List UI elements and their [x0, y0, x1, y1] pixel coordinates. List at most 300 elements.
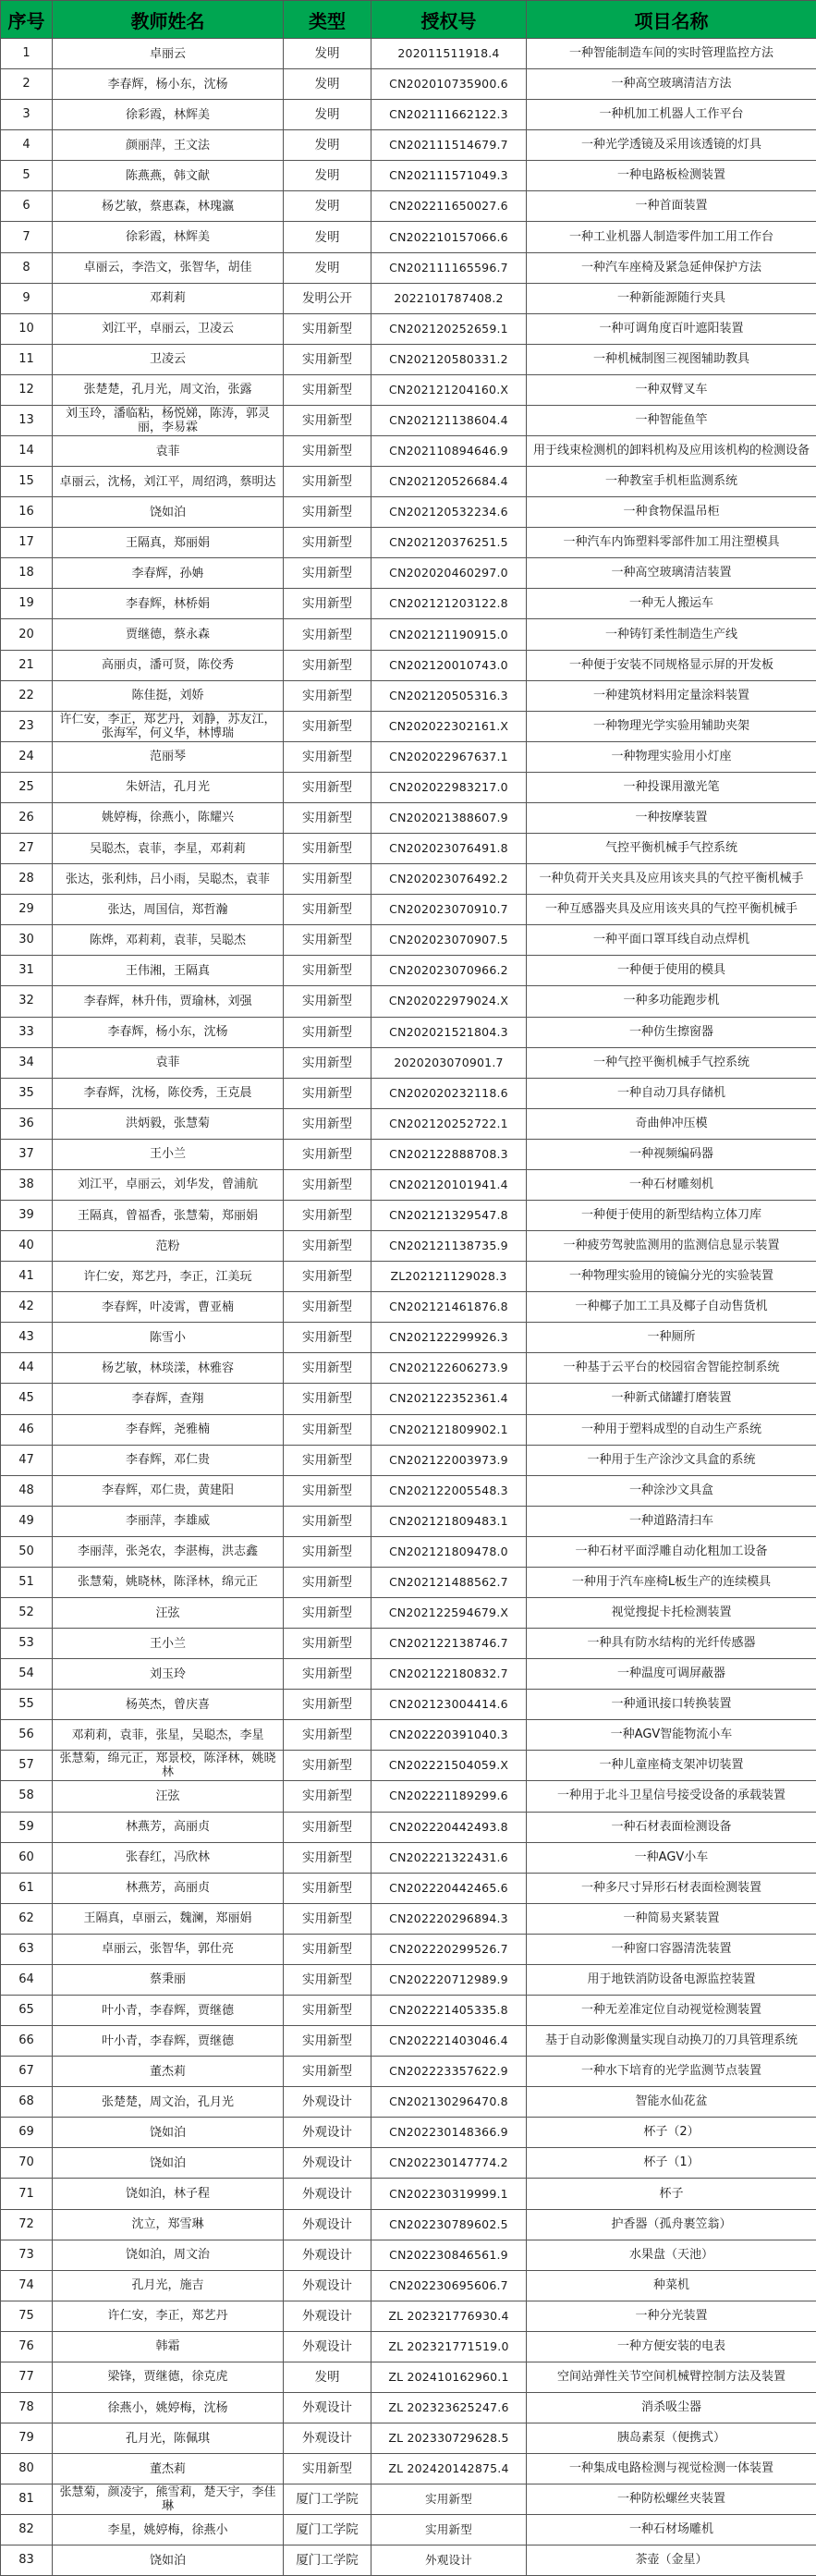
cell-grant-number: CN202122352361.4: [371, 1384, 527, 1414]
cell-teachers: 林燕芳，高丽贞: [53, 1812, 284, 1842]
cell-grant-number: CN202120532234.6: [371, 497, 527, 528]
cell-index: 27: [1, 834, 53, 864]
cell-teachers: 张达，周国信，郑哲瀚: [53, 895, 284, 925]
table-body: [1, 39, 816, 2576]
cell-teachers: 李春辉，邓仁贵，黄建阳: [53, 1475, 284, 1506]
cell-type: 实用新型: [284, 405, 371, 435]
cell-index: 76: [1, 2331, 53, 2362]
cell-teachers: 李春辉，杨小东，沈杨: [53, 69, 284, 100]
cell-grant-number: CN202122180832.7: [371, 1659, 527, 1690]
cell-grant-number: CN202110894646.9: [371, 436, 527, 467]
table-row: [1, 2026, 816, 2057]
cell-teachers: 许仁安，李正，郑艺丹，刘静，苏友江，张海军，何义华，林博瑞: [53, 711, 284, 741]
cell-index: 82: [1, 2515, 53, 2545]
cell-teachers: 范粉: [53, 1231, 284, 1262]
cell-grant-number: CN202111514679.7: [371, 130, 527, 161]
table-row: [1, 2423, 816, 2454]
cell-grant-number: 外观设计: [371, 2545, 527, 2576]
cell-type: 实用新型: [284, 1231, 371, 1262]
cell-grant-number: CN202121809902.1: [371, 1414, 527, 1445]
cell-index: 54: [1, 1659, 53, 1690]
cell-type: 实用新型: [284, 1964, 371, 1995]
table-row: [1, 650, 816, 680]
cell-type: 实用新型: [284, 1536, 371, 1567]
table-row: [1, 1842, 816, 1873]
header-row: [1, 1, 816, 39]
cell-grant-number: CN202220442493.8: [371, 1812, 527, 1842]
cell-teachers: 李春辉，邓仁贵: [53, 1445, 284, 1475]
cell-grant-number: CN202121809478.0: [371, 1536, 527, 1567]
cell-grant-number: CN202121809483.1: [371, 1506, 527, 1536]
cell-type: 发明: [284, 39, 371, 69]
cell-type: 实用新型: [284, 1597, 371, 1628]
table-row: [1, 313, 816, 344]
cell-grant-number: CN202221504059.X: [371, 1751, 527, 1781]
cell-project: 一种食物保温吊柜: [527, 497, 816, 528]
cell-type: 实用新型: [284, 1292, 371, 1323]
cell-type: 实用新型: [284, 650, 371, 680]
cell-grant-number: CN202022302161.X: [371, 711, 527, 741]
table-row: [1, 1292, 816, 1323]
cell-type: 实用新型: [284, 1017, 371, 1047]
cell-grant-number: CN202122005548.3: [371, 1475, 527, 1506]
cell-grant-number: CN202120252722.1: [371, 1108, 527, 1139]
table-row: [1, 2057, 816, 2087]
cell-teachers: 李星，姚婷梅，徐燕小: [53, 2515, 284, 2545]
table-row: [1, 405, 816, 435]
cell-type: 发明: [284, 161, 371, 191]
cell-grant-number: CN202122299926.3: [371, 1323, 527, 1353]
table-row: [1, 2331, 816, 2362]
cell-type: 实用新型: [284, 925, 371, 956]
cell-project: 一种通讯接口转换装置: [527, 1690, 816, 1720]
cell-grant-number: CN202020460297.0: [371, 558, 527, 589]
cell-project: 一种仿生擦窗器: [527, 1017, 816, 1047]
cell-type: 实用新型: [284, 1690, 371, 1720]
cell-project: 一种窗口容器清洗装置: [527, 1934, 816, 1964]
cell-grant-number: CN202120101941.4: [371, 1169, 527, 1200]
header-cell-project: 项目名称: [527, 1, 816, 39]
cell-teachers: 饶如泊，周文治: [53, 2240, 284, 2270]
cell-index: 51: [1, 1567, 53, 1597]
cell-teachers: 林燕芳，高丽贞: [53, 1873, 284, 1903]
table-row: [1, 772, 816, 802]
cell-grant-number: CN202022983217.0: [371, 772, 527, 802]
cell-index: 68: [1, 2087, 53, 2118]
cell-grant-number: CN202122138746.7: [371, 1629, 527, 1659]
cell-grant-number: CN202220712989.9: [371, 1964, 527, 1995]
cell-teachers: 孔月光，施吉: [53, 2270, 284, 2301]
cell-project: 一种用于生产涂沙文具盒的系统: [527, 1445, 816, 1475]
cell-teachers: 李春辉，查翔: [53, 1384, 284, 1414]
table-row: [1, 344, 816, 374]
cell-project: 一种物理光学实验用辅助夹架: [527, 711, 816, 741]
cell-project: 一种温度可调屏蔽器: [527, 1659, 816, 1690]
cell-teachers: 王隔真，曾福香，张慧菊，郑丽娟: [53, 1200, 284, 1230]
cell-teachers: 范丽琴: [53, 741, 284, 772]
cell-index: 74: [1, 2270, 53, 2301]
table-row: [1, 1353, 816, 1384]
cell-project: 一种厕所: [527, 1323, 816, 1353]
cell-project: 一种AGV智能物流小车: [527, 1720, 816, 1751]
cell-grant-number: CN202123004414.6: [371, 1690, 527, 1720]
table-row: [1, 680, 816, 711]
cell-teachers: 徐彩霞，林辉美: [53, 222, 284, 252]
cell-project: 气控平衡机械手气控系统: [527, 834, 816, 864]
cell-teachers: 卓丽云，沈杨，刘江平，周绍鸿，蔡明达: [53, 467, 284, 497]
cell-type: 实用新型: [284, 2026, 371, 2057]
cell-teachers: 洪炳毅，张慧菊: [53, 1108, 284, 1139]
cell-grant-number: CN202121138735.9: [371, 1231, 527, 1262]
cell-teachers: 李春辉，林升伟，贾瑜林，刘强: [53, 986, 284, 1017]
cell-type: 实用新型: [284, 895, 371, 925]
cell-index: 65: [1, 1996, 53, 2026]
cell-index: 80: [1, 2454, 53, 2484]
cell-project: 一种用于汽车座椅L板生产的连续模具: [527, 1567, 816, 1597]
table-row: [1, 1078, 816, 1108]
cell-index: 21: [1, 650, 53, 680]
table-row: [1, 1169, 816, 1200]
cell-teachers: 李春辉，林桥娟: [53, 589, 284, 619]
table-row: [1, 1262, 816, 1292]
table-row: [1, 69, 816, 100]
cell-project: 一种物理实验用小灯座: [527, 741, 816, 772]
cell-type: 实用新型: [284, 1047, 371, 1078]
cell-index: 58: [1, 1781, 53, 1812]
cell-type: 发明: [284, 130, 371, 161]
table-row: [1, 1873, 816, 1903]
cell-type: 实用新型: [284, 1567, 371, 1597]
table-row: [1, 1139, 816, 1169]
cell-grant-number: CN202023070907.5: [371, 925, 527, 956]
cell-teachers: 许仁安，李正，郑艺丹: [53, 2301, 284, 2331]
cell-type: 外观设计: [284, 2423, 371, 2454]
cell-index: 46: [1, 1414, 53, 1445]
cell-type: 实用新型: [284, 1323, 371, 1353]
cell-type: 发明: [284, 69, 371, 100]
cell-grant-number: CN202111571049.3: [371, 161, 527, 191]
cell-grant-number: CN202021521804.3: [371, 1017, 527, 1047]
cell-index: 81: [1, 2484, 53, 2515]
cell-index: 18: [1, 558, 53, 589]
cell-index: 37: [1, 1139, 53, 1169]
cell-grant-number: 实用新型: [371, 2484, 527, 2515]
table-row: [1, 2087, 816, 2118]
cell-grant-number: CN202121488562.7: [371, 1567, 527, 1597]
cell-project: 一种石材平面浮雕自动化粗加工设备: [527, 1536, 816, 1567]
cell-project: 一种物理实验用的镜偏分光的实验装置: [527, 1262, 816, 1292]
cell-teachers: 陈雪小: [53, 1323, 284, 1353]
cell-index: 60: [1, 1842, 53, 1873]
cell-grant-number: CN202230695606.7: [371, 2270, 527, 2301]
cell-index: 22: [1, 680, 53, 711]
cell-grant-number: CN202111662122.3: [371, 100, 527, 130]
cell-teachers: 汪弦: [53, 1597, 284, 1628]
cell-project: 一种道路清扫车: [527, 1506, 816, 1536]
cell-teachers: 许仁安，郑艺丹，李正，江美玩: [53, 1262, 284, 1292]
cell-index: 62: [1, 1903, 53, 1934]
cell-index: 25: [1, 772, 53, 802]
table-row: [1, 1720, 816, 1751]
cell-type: 实用新型: [284, 2057, 371, 2087]
cell-index: 72: [1, 2209, 53, 2240]
table-row: [1, 1812, 816, 1842]
cell-teachers: 饶如泊: [53, 2545, 284, 2576]
table-row: [1, 1964, 816, 1995]
cell-grant-number: CN202023070966.2: [371, 956, 527, 986]
cell-type: 实用新型: [284, 1078, 371, 1108]
cell-grant-number: CN202230147774.2: [371, 2148, 527, 2179]
cell-type: 发明: [284, 100, 371, 130]
cell-index: 67: [1, 2057, 53, 2087]
cell-index: 36: [1, 1108, 53, 1139]
cell-teachers: 韩霜: [53, 2331, 284, 2362]
cell-type: 实用新型: [284, 1475, 371, 1506]
cell-type: 实用新型: [284, 374, 371, 405]
cell-type: 实用新型: [284, 802, 371, 833]
cell-index: 28: [1, 864, 53, 895]
cell-project: 一种AGV小车: [527, 1842, 816, 1873]
cell-grant-number: CN202122888708.3: [371, 1139, 527, 1169]
cell-grant-number: CN202230148366.9: [371, 2118, 527, 2148]
cell-grant-number: CN202230789602.5: [371, 2209, 527, 2240]
header-cell-type: 类型: [284, 1, 371, 39]
table-row: [1, 2148, 816, 2179]
cell-project: 一种防松螺丝夹装置: [527, 2484, 816, 2515]
cell-type: 外观设计: [284, 2148, 371, 2179]
cell-project: 智能水仙花盆: [527, 2087, 816, 2118]
cell-project: 一种平面口罩耳线自动点焊机: [527, 925, 816, 956]
cell-teachers: 贾继德，蔡永森: [53, 619, 284, 650]
cell-index: 63: [1, 1934, 53, 1964]
cell-teachers: 邓莉莉，袁菲，张星，吴聪杰，李星: [53, 1720, 284, 1751]
table-row: [1, 986, 816, 1017]
cell-project: 一种用于塑料成型的自动生产系统: [527, 1414, 816, 1445]
cell-type: 实用新型: [284, 1842, 371, 1873]
cell-grant-number: CN202122606273.9: [371, 1353, 527, 1384]
cell-type: 厦门工学院: [284, 2545, 371, 2576]
cell-grant-number: CN202121138604.4: [371, 405, 527, 435]
cell-project: 一种涂沙文具盒: [527, 1475, 816, 1506]
cell-type: 实用新型: [284, 467, 371, 497]
cell-grant-number: CN202210157066.6: [371, 222, 527, 252]
cell-grant-number: CN202220391040.3: [371, 1720, 527, 1751]
cell-grant-number: CN202023070910.7: [371, 895, 527, 925]
table-row: [1, 741, 816, 772]
cell-project: 杯子（1）: [527, 2148, 816, 2179]
cell-grant-number: CN202121204160.X: [371, 374, 527, 405]
table-row: [1, 1536, 816, 1567]
cell-type: 外观设计: [284, 2240, 371, 2270]
table-row: [1, 1047, 816, 1078]
cell-type: 实用新型: [284, 680, 371, 711]
cell-teachers: 刘玉玲，潘临粘，杨悦娣，陈涛，郭灵丽，李易霖: [53, 405, 284, 435]
cell-grant-number: CN202120010743.0: [371, 650, 527, 680]
cell-teachers: 王隔真，卓丽云，魏澜，郑丽娟: [53, 1903, 284, 1934]
cell-project: 一种便于使用的模具: [527, 956, 816, 986]
cell-index: 14: [1, 436, 53, 467]
cell-type: 实用新型: [284, 1812, 371, 1842]
cell-index: 40: [1, 1231, 53, 1262]
cell-teachers: 叶小青，李春辉，贾继德: [53, 2026, 284, 2057]
cell-type: 实用新型: [284, 1781, 371, 1812]
cell-type: 实用新型: [284, 711, 371, 741]
cell-project: 基于自动影像测量实现自动换刀的刀具管理系统: [527, 2026, 816, 2057]
cell-index: 64: [1, 1964, 53, 1995]
cell-grant-number: CN202221403046.4: [371, 2026, 527, 2057]
cell-type: 实用新型: [284, 1720, 371, 1751]
table-row: [1, 528, 816, 558]
cell-grant-number: CN202221322431.6: [371, 1842, 527, 1873]
table-row: [1, 1690, 816, 1720]
cell-teachers: 高丽贞，潘可贤，陈佼秀: [53, 650, 284, 680]
cell-teachers: 邓莉莉: [53, 283, 284, 313]
cell-type: 实用新型: [284, 1169, 371, 1200]
table-row: [1, 1475, 816, 1506]
cell-project: 一种光学透镜及采用该透镜的灯具: [527, 130, 816, 161]
cell-teachers: 张慧菊，绵元正，郑景校，陈泽林，姚晓林: [53, 1751, 284, 1781]
table-row: [1, 1629, 816, 1659]
cell-project: 一种水下培育的光学监测节点装置: [527, 2057, 816, 2087]
cell-index: 79: [1, 2423, 53, 2454]
cell-project: 一种新式储罐打磨装置: [527, 1384, 816, 1414]
cell-type: 外观设计: [284, 2301, 371, 2331]
cell-type: 实用新型: [284, 1934, 371, 1964]
cell-type: 外观设计: [284, 2179, 371, 2209]
cell-project: 一种多尺寸异形石材表面检测装置: [527, 1873, 816, 1903]
cell-project: 杯子: [527, 2179, 816, 2209]
cell-grant-number: CN202122003973.9: [371, 1445, 527, 1475]
cell-type: 实用新型: [284, 1384, 371, 1414]
cell-project: 一种按摩装置: [527, 802, 816, 833]
cell-index: 50: [1, 1536, 53, 1567]
cell-grant-number: CN202120376251.5: [371, 528, 527, 558]
cell-teachers: 袁菲: [53, 1047, 284, 1078]
cell-index: 17: [1, 528, 53, 558]
cell-grant-number: CN202220296894.3: [371, 1903, 527, 1934]
cell-grant-number: CN202220442465.6: [371, 1873, 527, 1903]
cell-type: 实用新型: [284, 1996, 371, 2026]
cell-project: 一种无差准定位自动视觉检测装置: [527, 1996, 816, 2026]
table-row: [1, 191, 816, 222]
cell-index: 69: [1, 2118, 53, 2148]
cell-teachers: 徐彩霞，林辉美: [53, 100, 284, 130]
cell-type: 外观设计: [284, 2087, 371, 2118]
cell-project: 空间站弹性关节空间机械臂控制方法及装置: [527, 2362, 816, 2392]
cell-teachers: 袁菲: [53, 436, 284, 467]
cell-index: 41: [1, 1262, 53, 1292]
cell-index: 43: [1, 1323, 53, 1353]
cell-type: 厦门工学院: [284, 2484, 371, 2515]
cell-grant-number: CN202021388607.9: [371, 802, 527, 833]
table-row: [1, 161, 816, 191]
cell-project: 一种无人搬运车: [527, 589, 816, 619]
table-row: [1, 2515, 816, 2545]
table-row: [1, 1934, 816, 1964]
cell-project: 一种高空玻璃清洁方法: [527, 69, 816, 100]
table-row: [1, 1659, 816, 1690]
cell-project: 胰岛素泵（便携式）: [527, 2423, 816, 2454]
cell-grant-number: CN202221189299.6: [371, 1781, 527, 1812]
cell-project: 一种石材雕刻机: [527, 1169, 816, 1200]
cell-project: 一种建筑材料用定量涂料装置: [527, 680, 816, 711]
header-cell-teachers: 教师姓名: [53, 1, 284, 39]
table-row: [1, 39, 816, 69]
table-row: [1, 2454, 816, 2484]
cell-index: 83: [1, 2545, 53, 2576]
cell-project: 一种铸钉柔性制造生产线: [527, 619, 816, 650]
cell-type: 实用新型: [284, 344, 371, 374]
table-row: [1, 2179, 816, 2209]
cell-teachers: 王小兰: [53, 1629, 284, 1659]
cell-teachers: 董杰莉: [53, 2057, 284, 2087]
cell-index: 31: [1, 956, 53, 986]
header-cell-grant-number: 授权号: [371, 1, 527, 39]
cell-teachers: 李春辉，沈杨，陈佼秀，王克晨: [53, 1078, 284, 1108]
cell-index: 55: [1, 1690, 53, 1720]
cell-teachers: 刘玉玲: [53, 1659, 284, 1690]
cell-teachers: 吴聪杰，袁菲，李星，邓莉莉: [53, 834, 284, 864]
table-row: [1, 2301, 816, 2331]
cell-project: 一种汽车座椅及紧急延伸保护方法: [527, 252, 816, 283]
cell-type: 外观设计: [284, 2209, 371, 2240]
cell-project: 用于线束检测机的卸料机构及应用该机构的检测设备: [527, 436, 816, 467]
table-row: [1, 436, 816, 467]
cell-project: 一种投课用激光笔: [527, 772, 816, 802]
cell-grant-number: CN202130296470.8: [371, 2087, 527, 2118]
cell-teachers: 沈立，郑雪琳: [53, 2209, 284, 2240]
cell-index: 9: [1, 283, 53, 313]
cell-project: 一种智能制造车间的实时管理监控方法: [527, 39, 816, 69]
table-row: [1, 619, 816, 650]
table-row: [1, 589, 816, 619]
cell-teachers: 汪弦: [53, 1781, 284, 1812]
cell-teachers: 李丽萍，李雄威: [53, 1506, 284, 1536]
cell-index: 1: [1, 39, 53, 69]
cell-index: 77: [1, 2362, 53, 2392]
cell-type: 外观设计: [284, 2118, 371, 2148]
cell-teachers: 卓丽云，李浩文，张智华，胡佳: [53, 252, 284, 283]
table-row: [1, 2362, 816, 2392]
cell-type: 实用新型: [284, 619, 371, 650]
cell-index: 7: [1, 222, 53, 252]
table-row: [1, 2270, 816, 2301]
cell-type: 实用新型: [284, 864, 371, 895]
cell-teachers: 孔月光，陈佩琪: [53, 2423, 284, 2454]
cell-grant-number: CN202220299526.7: [371, 1934, 527, 1964]
cell-teachers: 李春辉，叶凌霄，曹亚楠: [53, 1292, 284, 1323]
cell-index: 5: [1, 161, 53, 191]
cell-grant-number: CN202120505316.3: [371, 680, 527, 711]
cell-teachers: 蔡秉丽: [53, 1964, 284, 1995]
cell-project: 一种自动刀具存储机: [527, 1078, 816, 1108]
cell-teachers: 卓丽云: [53, 39, 284, 69]
cell-teachers: 王小兰: [53, 1139, 284, 1169]
cell-project: 一种具有防水结构的光纤传感器: [527, 1629, 816, 1659]
table-row: [1, 1384, 816, 1414]
cell-project: 一种工业机器人制造零件加工用工作台: [527, 222, 816, 252]
cell-type: 实用新型: [284, 2454, 371, 2484]
table-row: [1, 374, 816, 405]
table-row: [1, 1323, 816, 1353]
cell-index: 32: [1, 986, 53, 1017]
table-row: [1, 2240, 816, 2270]
cell-type: 实用新型: [284, 436, 371, 467]
cell-index: 15: [1, 467, 53, 497]
cell-project: 种菜机: [527, 2270, 816, 2301]
cell-type: 实用新型: [284, 1108, 371, 1139]
cell-teachers: 饶如泊: [53, 497, 284, 528]
